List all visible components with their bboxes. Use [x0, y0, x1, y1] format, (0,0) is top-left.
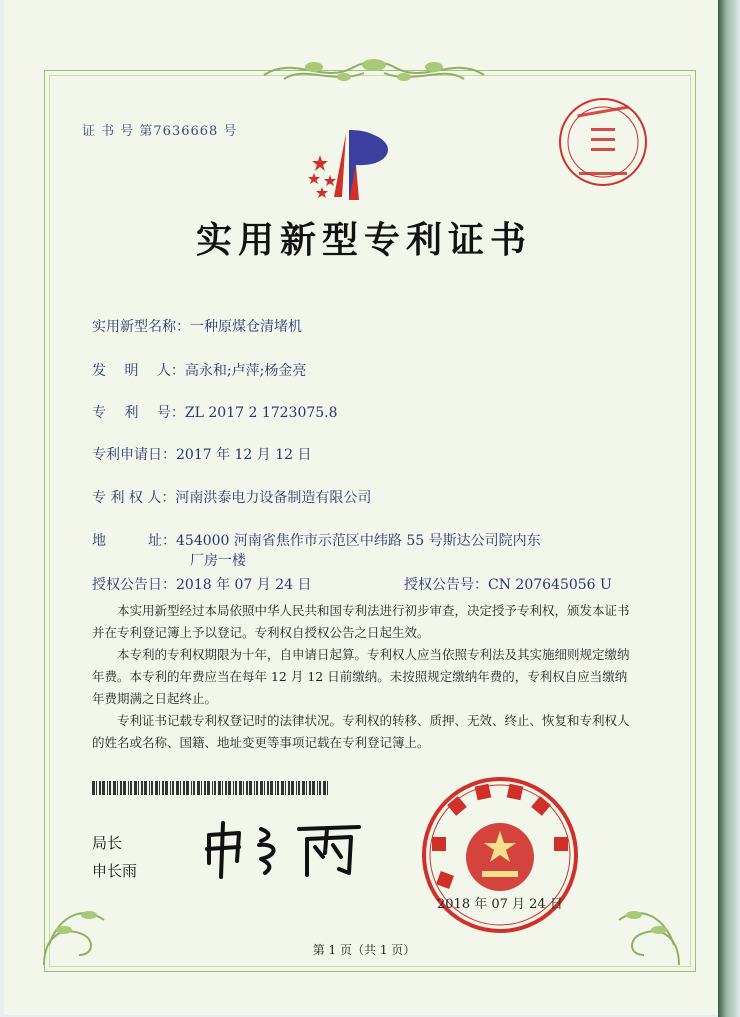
scan-edge	[718, 0, 740, 1017]
address-line-2: 厂房一楼	[190, 553, 246, 569]
seal-date: 2018 年 07 月 24 日	[437, 897, 563, 912]
paragraph: 本实用新型经过本局依照中华人民共和国专利法进行初步审查，决定授予专利权，颁发本证书并在专利登记簿上予以登记。专利权自授权公告之日起生效。	[92, 603, 630, 640]
corner-ornament-icon	[34, 885, 124, 975]
field-label: 专利申请日：	[92, 447, 176, 463]
signer-title: 局长	[92, 834, 123, 852]
inventor-row	[92, 360, 306, 380]
field-label: 专 利 权 人：	[92, 490, 176, 506]
paragraph: 本专利的专利权期限为十年，自申请日起算。专利权人应当依照专利法及其实施细则规定缴纳年费。本专利的年费应当在每年 12 月 12 日前缴纳。未按照规定缴纳年费的，专利权自应当缴纳年费期满之日起终止。	[92, 647, 630, 706]
field-label: 发 明 人：	[92, 363, 185, 379]
top-ornament-icon	[254, 55, 494, 89]
patentee: 河南洪泰电力设备制造有限公司	[175, 490, 372, 506]
announcement-date: 2018 年 07 月 24 日	[176, 577, 312, 593]
announcement-date-row	[92, 574, 312, 594]
utility-model-name: 一种原煤仓清堵机	[190, 319, 302, 335]
address-line-1: 454000 河南省焦作市示范区中纬路 55 号斯达公司院内东	[176, 533, 541, 549]
page-number: 第 1 页（共 1 页）	[312, 943, 416, 957]
patentee-row	[92, 487, 371, 507]
tax-stamp-seal-icon	[557, 96, 649, 188]
inventors: 高永和;卢萍;杨金亮	[184, 363, 307, 379]
paragraph: 专利证书记载专利权登记时的法律状况。专利权的转移、质押、无效、终止、恢复和专利权人的姓名或名称、国籍、地址变更等事项记载在专利登记簿上。	[92, 713, 630, 750]
filing-date-row	[92, 444, 312, 464]
patent-number-row	[92, 402, 338, 422]
certificate-sheet	[4, 0, 720, 1015]
corner-ornament-icon	[599, 885, 689, 975]
certificate-title: 实用新型专利证书	[195, 219, 532, 261]
patent-office-logo-icon	[304, 125, 414, 205]
field-label: 实用新型名称：	[92, 319, 190, 335]
decorative-border	[44, 70, 696, 972]
filing-date: 2017 年 12 月 12 日	[176, 447, 312, 463]
field-label: 授权公告号：	[404, 577, 488, 593]
field-label: 地 址：	[92, 533, 176, 549]
barcode-icon	[92, 781, 332, 795]
announcement-number-row	[404, 574, 612, 594]
field-label: 授权公告日：	[92, 577, 176, 593]
address-row	[92, 530, 541, 550]
certificate-number: 证 书 号 第7636668 号	[82, 124, 238, 139]
utility-model-name-row	[92, 316, 302, 336]
handwritten-signature-icon	[199, 815, 369, 885]
field-label: 专 利 号：	[92, 405, 185, 421]
announcement-number: CN 207645056 U	[488, 577, 612, 593]
signer-name: 申长雨	[92, 862, 138, 880]
patent-number: ZL 2017 2 1723075.8	[184, 405, 338, 421]
